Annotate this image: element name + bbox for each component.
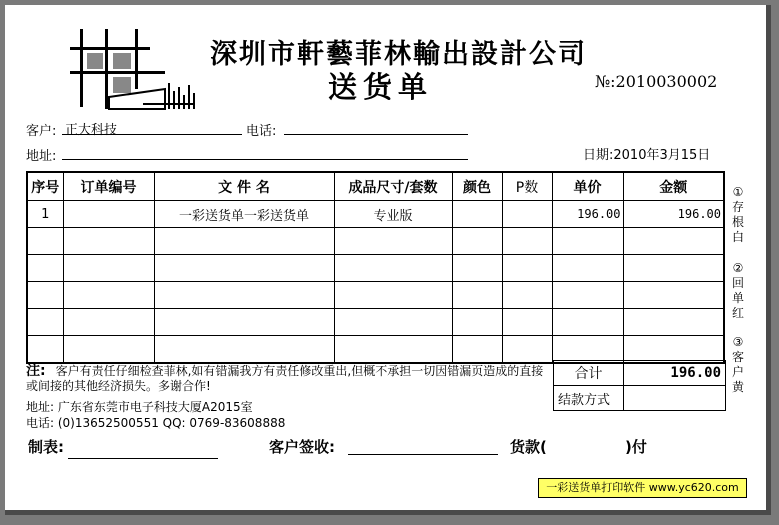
table-cell[interactable] <box>63 255 154 282</box>
table-cell[interactable] <box>154 228 334 255</box>
payment-method-label: 结款方式 <box>554 386 624 411</box>
table-row <box>27 309 724 336</box>
side-label-red-copy: ②回单红 <box>731 261 744 320</box>
table-cell[interactable] <box>334 336 452 364</box>
customer-label: 客户: <box>26 124 57 139</box>
table-cell[interactable] <box>552 282 623 309</box>
table-cell[interactable] <box>334 228 452 255</box>
table-cell[interactable] <box>623 309 724 336</box>
software-watermark: 一彩送货单打印软件 www.yc620.com <box>538 478 747 498</box>
table-cell[interactable] <box>623 228 724 255</box>
table-cell[interactable]: 196.00 <box>623 201 724 228</box>
table-cell[interactable] <box>27 309 63 336</box>
table-cell[interactable] <box>623 255 724 282</box>
items-table <box>26 171 725 364</box>
table-cell[interactable] <box>452 309 502 336</box>
table-cell[interactable] <box>623 336 724 364</box>
total-row <box>554 361 726 386</box>
table-cell[interactable] <box>63 282 154 309</box>
table-cell[interactable] <box>334 255 452 282</box>
document-number: №:2010030002 <box>595 72 718 91</box>
side-label-white-copy: ①存根白 <box>731 185 744 244</box>
payment-method-value[interactable] <box>624 386 726 411</box>
table-cell[interactable] <box>502 336 552 364</box>
table-cell[interactable] <box>502 255 552 282</box>
table-cell[interactable]: 1 <box>27 201 63 228</box>
column-header: 序号 <box>27 172 63 201</box>
table-cell[interactable] <box>502 282 552 309</box>
table-cell[interactable] <box>63 228 154 255</box>
customer-line <box>62 134 242 135</box>
summary-table <box>553 360 726 411</box>
table-header-row <box>27 172 724 201</box>
table-cell[interactable] <box>27 336 63 364</box>
table-cell[interactable] <box>63 309 154 336</box>
table-cell[interactable] <box>27 255 63 282</box>
column-header: 单价 <box>552 172 623 201</box>
contact-address: 地址: 广东省东莞市电子科技大厦A2015室 <box>26 400 253 414</box>
company-name: 深圳市軒藝菲林輸出設計公司 <box>210 39 587 70</box>
phone-label: 电话: <box>246 124 277 139</box>
table-cell[interactable] <box>154 282 334 309</box>
table-cell[interactable] <box>502 228 552 255</box>
customer-value: 正大科技 <box>65 123 118 138</box>
column-header: 订单编号 <box>63 172 154 201</box>
column-header: 文 件 名 <box>154 172 334 201</box>
table-cell[interactable] <box>502 201 552 228</box>
company-logo-icon <box>65 27 200 113</box>
table-cell[interactable] <box>63 336 154 364</box>
date-field: 日期:2010年3月15日 <box>583 148 711 163</box>
table-row <box>27 228 724 255</box>
table-cell[interactable]: 专业版 <box>334 201 452 228</box>
table-cell[interactable] <box>452 336 502 364</box>
total-value: 196.00 <box>624 361 726 386</box>
column-header: 金额 <box>623 172 724 201</box>
table-cell[interactable] <box>27 282 63 309</box>
side-label-yellow-copy: ③客户黄 <box>731 335 744 394</box>
delivery-note-sheet <box>5 5 771 515</box>
address-line <box>62 159 468 160</box>
notice-label: 注: <box>26 363 46 379</box>
customer-sign-label: 客户签收: <box>269 438 335 456</box>
payment-suffix: )付 <box>625 438 647 456</box>
table-cell[interactable] <box>334 309 452 336</box>
table-cell[interactable] <box>154 255 334 282</box>
document-title: 送货单 <box>328 70 434 104</box>
contact-phone: 电话: (0)13652500551 QQ: 0769-83608888 <box>26 416 286 430</box>
notice-text: 注: 客户有责任仔细检查菲林,如有错漏我方有责任修改重出,但概不承担一切因错漏页造成的直接或间接的其他经济损失。多谢合作! <box>26 363 544 393</box>
table-cell[interactable]: 一彩送货单一彩送货单 <box>154 201 334 228</box>
table-cell[interactable] <box>27 228 63 255</box>
table-cell[interactable] <box>63 201 154 228</box>
table-row <box>27 336 724 364</box>
table-row <box>27 282 724 309</box>
table-cell[interactable] <box>552 228 623 255</box>
maker-line <box>68 458 218 459</box>
table-cell[interactable] <box>154 309 334 336</box>
phone-line <box>284 134 468 135</box>
table-cell[interactable] <box>623 282 724 309</box>
customer-sign-line <box>348 454 498 455</box>
table-cell[interactable] <box>334 282 452 309</box>
table-cell[interactable] <box>154 336 334 364</box>
table-row <box>27 201 724 228</box>
table-cell[interactable]: 196.00 <box>552 201 623 228</box>
maker-label: 制表: <box>28 438 64 456</box>
column-header: 颜色 <box>452 172 502 201</box>
payment-label: 货款( <box>510 438 547 456</box>
column-header: P数 <box>502 172 552 201</box>
address-label: 地址: <box>26 149 57 164</box>
table-cell[interactable] <box>502 309 552 336</box>
total-label: 合计 <box>554 361 624 386</box>
table-cell[interactable] <box>452 282 502 309</box>
table-cell[interactable] <box>452 228 502 255</box>
table-row <box>27 255 724 282</box>
table-cell[interactable] <box>452 255 502 282</box>
column-header: 成品尺寸/套数 <box>334 172 452 201</box>
table-cell[interactable] <box>452 201 502 228</box>
table-cell[interactable] <box>552 255 623 282</box>
table-cell[interactable] <box>552 309 623 336</box>
table-cell[interactable] <box>552 336 623 364</box>
payment-row <box>554 386 726 411</box>
